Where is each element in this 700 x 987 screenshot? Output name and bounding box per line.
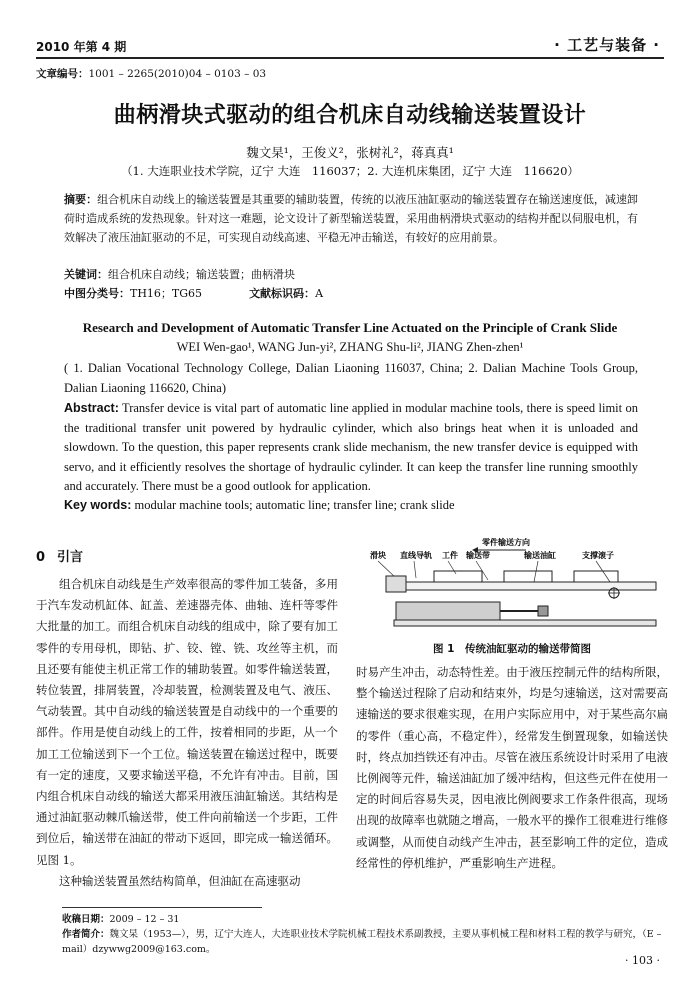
figure-1-caption: 图 1 传统油缸驱动的输送带简图	[433, 643, 591, 655]
authors-zh: 魏文杲¹，王俊义²，张树礼²，蒋真真¹	[246, 145, 454, 160]
fig-label-workpiece: 工件	[442, 551, 458, 560]
abstract-en-label: Abstract:	[64, 401, 119, 415]
journal-issue: 2010 年第 4 期	[36, 40, 127, 54]
clc-label: 中图分类号：	[64, 287, 130, 300]
bio-label: 作者简介：	[62, 929, 110, 940]
bio-text: 魏文杲（1953—），男，辽宁大连人，大连职业技术学院机械工程技术系副教授，主要从事机械工程和材料工程的教学与研究，（E – mail）dzywwg2009@163.com。	[62, 929, 662, 955]
fig-base	[394, 620, 656, 626]
affiliation-en: ( 1. Dalian Vocational Technology College, Dalian Liaoning 116037, China; 2. Dalian Machine Tools Group, Dalian Liaoning 116620, China)	[64, 361, 638, 395]
section-number: 0	[36, 550, 46, 565]
article-number-label: 文章编号：	[36, 68, 89, 80]
abstract-zh-label: 摘要：	[64, 193, 98, 206]
affiliation-zh: （1. 大连职业技术学院，辽宁 大连 116037；2. 大连机床集团，辽宁 大连 116620）	[121, 164, 579, 178]
fig-label-belt: 输送带	[466, 551, 490, 560]
keywords-zh-text: 组合机床自动线；输送装置；曲柄滑块	[108, 268, 295, 281]
fig-label-slider: 滑块	[370, 551, 386, 560]
keywords-en	[64, 496, 638, 516]
abstract-zh	[64, 190, 638, 247]
figure-1-diagram	[356, 536, 668, 646]
article-number-value: 1001 – 2265(2010)04 – 0103 – 03	[88, 68, 267, 80]
body-paragraph-2: 这种输送装置虽然结构简单，但油缸在高速驱动	[59, 873, 301, 888]
title-zh: 曲柄滑块式驱动的组合机床自动线输送装置设计	[113, 103, 587, 128]
keywords-zh	[64, 265, 638, 284]
header-rule	[36, 57, 664, 59]
keywords-en-text: modular machine tools; automatic line; transfer line; crank slide	[134, 498, 455, 512]
received-label: 收稿日期：	[62, 914, 110, 925]
fig-slider	[386, 576, 406, 592]
doc-code-value: A	[315, 287, 324, 300]
authors-en: WEI Wen-gao¹, WANG Jun-yi², ZHANG Shu-li², JIANG Zhen-zhen¹	[176, 340, 524, 354]
journal-section: · 工艺与装备 ·	[554, 36, 660, 54]
classification	[64, 284, 638, 303]
fig-hydraulic-cylinder	[396, 602, 500, 620]
page-number: · 103 ·	[625, 954, 660, 967]
body-right-column: 时易产生冲击，动态特性差。由于液压控制元件的结构所限，整个输送过程除了启动和结束外，均是匀速输送，这对需要高速输送的要求很难实现，在用户实际应用中，对于某些高尔扁的零件（重心高，不稳定件），经常发生倒置现象，如输送快时，终点加挡铁还有冲击。尽管在液压系统设计时采用了电液比例阀等元件，输送油缸加了缓冲结构，但这些元件在使用一定的时间后容易失灵，因电液比例阀要求工作条件很高，现场出现的故障率也就随之增高，一般水平的操作工很难进行维修或调整，从而使自动线产生冲击，甚至影响工件的定位，造成经常性的停机维护，严重影响生产进程。	[356, 665, 668, 870]
abstract-en-text: Transfer device is vital part of automatic line applied in modular machine tools, there is speed limit on the traditional transfer unit powered by hydraulic cylinder, which also brings heat when it is unloaded and slowdown. To the question, this paper represents crank slide mechanism, the new transfer device is equipped with servo, and it efficiently resolves the shortage of hydraulic cylinder. It can keep the transfer line running smoothly and accurately. There must be a good outlook for application.	[64, 401, 638, 493]
abstract-en	[64, 399, 638, 497]
clc-value: TH16；TG65	[130, 287, 203, 300]
keywords-en-label: Key words:	[64, 498, 132, 512]
received-date: 2009 – 12 – 31	[109, 914, 180, 925]
footnote-received	[62, 912, 672, 927]
fig-label-roller: 支撑滚子	[582, 551, 614, 560]
fig-label-cylinder: 输送油缸	[524, 551, 556, 560]
title-en: Research and Development of Automatic Transfer Line Actuated on the Principle of Crank Slide	[82, 320, 618, 335]
fig-direction-label: 零件输送方向	[482, 538, 530, 547]
body-paragraph-1: 组合机床自动线是生产效率很高的零件加工装备，多用于汽车发动机缸体、缸盖、差速器壳体、曲轴、连杆等零件大批量的加工。而组合机床自动线的组成中，除了要有加工零件的专用母机，即钻、扩、铰、镗、铣、攻丝等主机，而且还要有能使主机正常工作的辅助装置。如零件输送装置，转位装置，排屑装置，冷却装置，检测装置及电气、液压、气动装置。其中自动线的输送装置是自动线中的一个重要的部件。作用是使自动线上的工件，按着相同的步距，从一个加工工位输送到下一个工位。输送装置在输送过程中，既要有一定的速度，又要求输送平稳，不允许有冲击。目前，国内组合机床自动线的输送大都采用液压油缸输送。其结构是通过油缸驱动棘爪输送带，使工件向前输送一个步距，工件到位后，输送带在油缸的带动下返回，即完成一输送循环。见图 1。	[36, 577, 338, 867]
article-number	[36, 66, 266, 81]
fig-label-guide: 直线导轨	[400, 551, 432, 560]
section-title: 引言	[57, 550, 84, 565]
section-heading	[36, 546, 83, 565]
body-left-column	[36, 574, 338, 892]
keywords-zh-label: 关键词：	[64, 268, 108, 281]
abstract-zh-text: 组合机床自动线上的输送装置是其重要的辅助装置，传统的以液压油缸驱动的输送装置存在输送速度低，减速卸荷时造成系统的发热现象。针对这一难题，论文设计了新型输送装置，采用曲柄滑块式驱动的结构并配以伺服电机，有效解决了液压油缸驱动的不足，可实现自动线高速、平稳无冲击输送，有较好的应用前景。	[64, 193, 639, 244]
footnote-bio	[62, 927, 672, 957]
doc-code-label: 文献标识码：	[249, 287, 316, 300]
footnote-rule	[62, 907, 262, 908]
